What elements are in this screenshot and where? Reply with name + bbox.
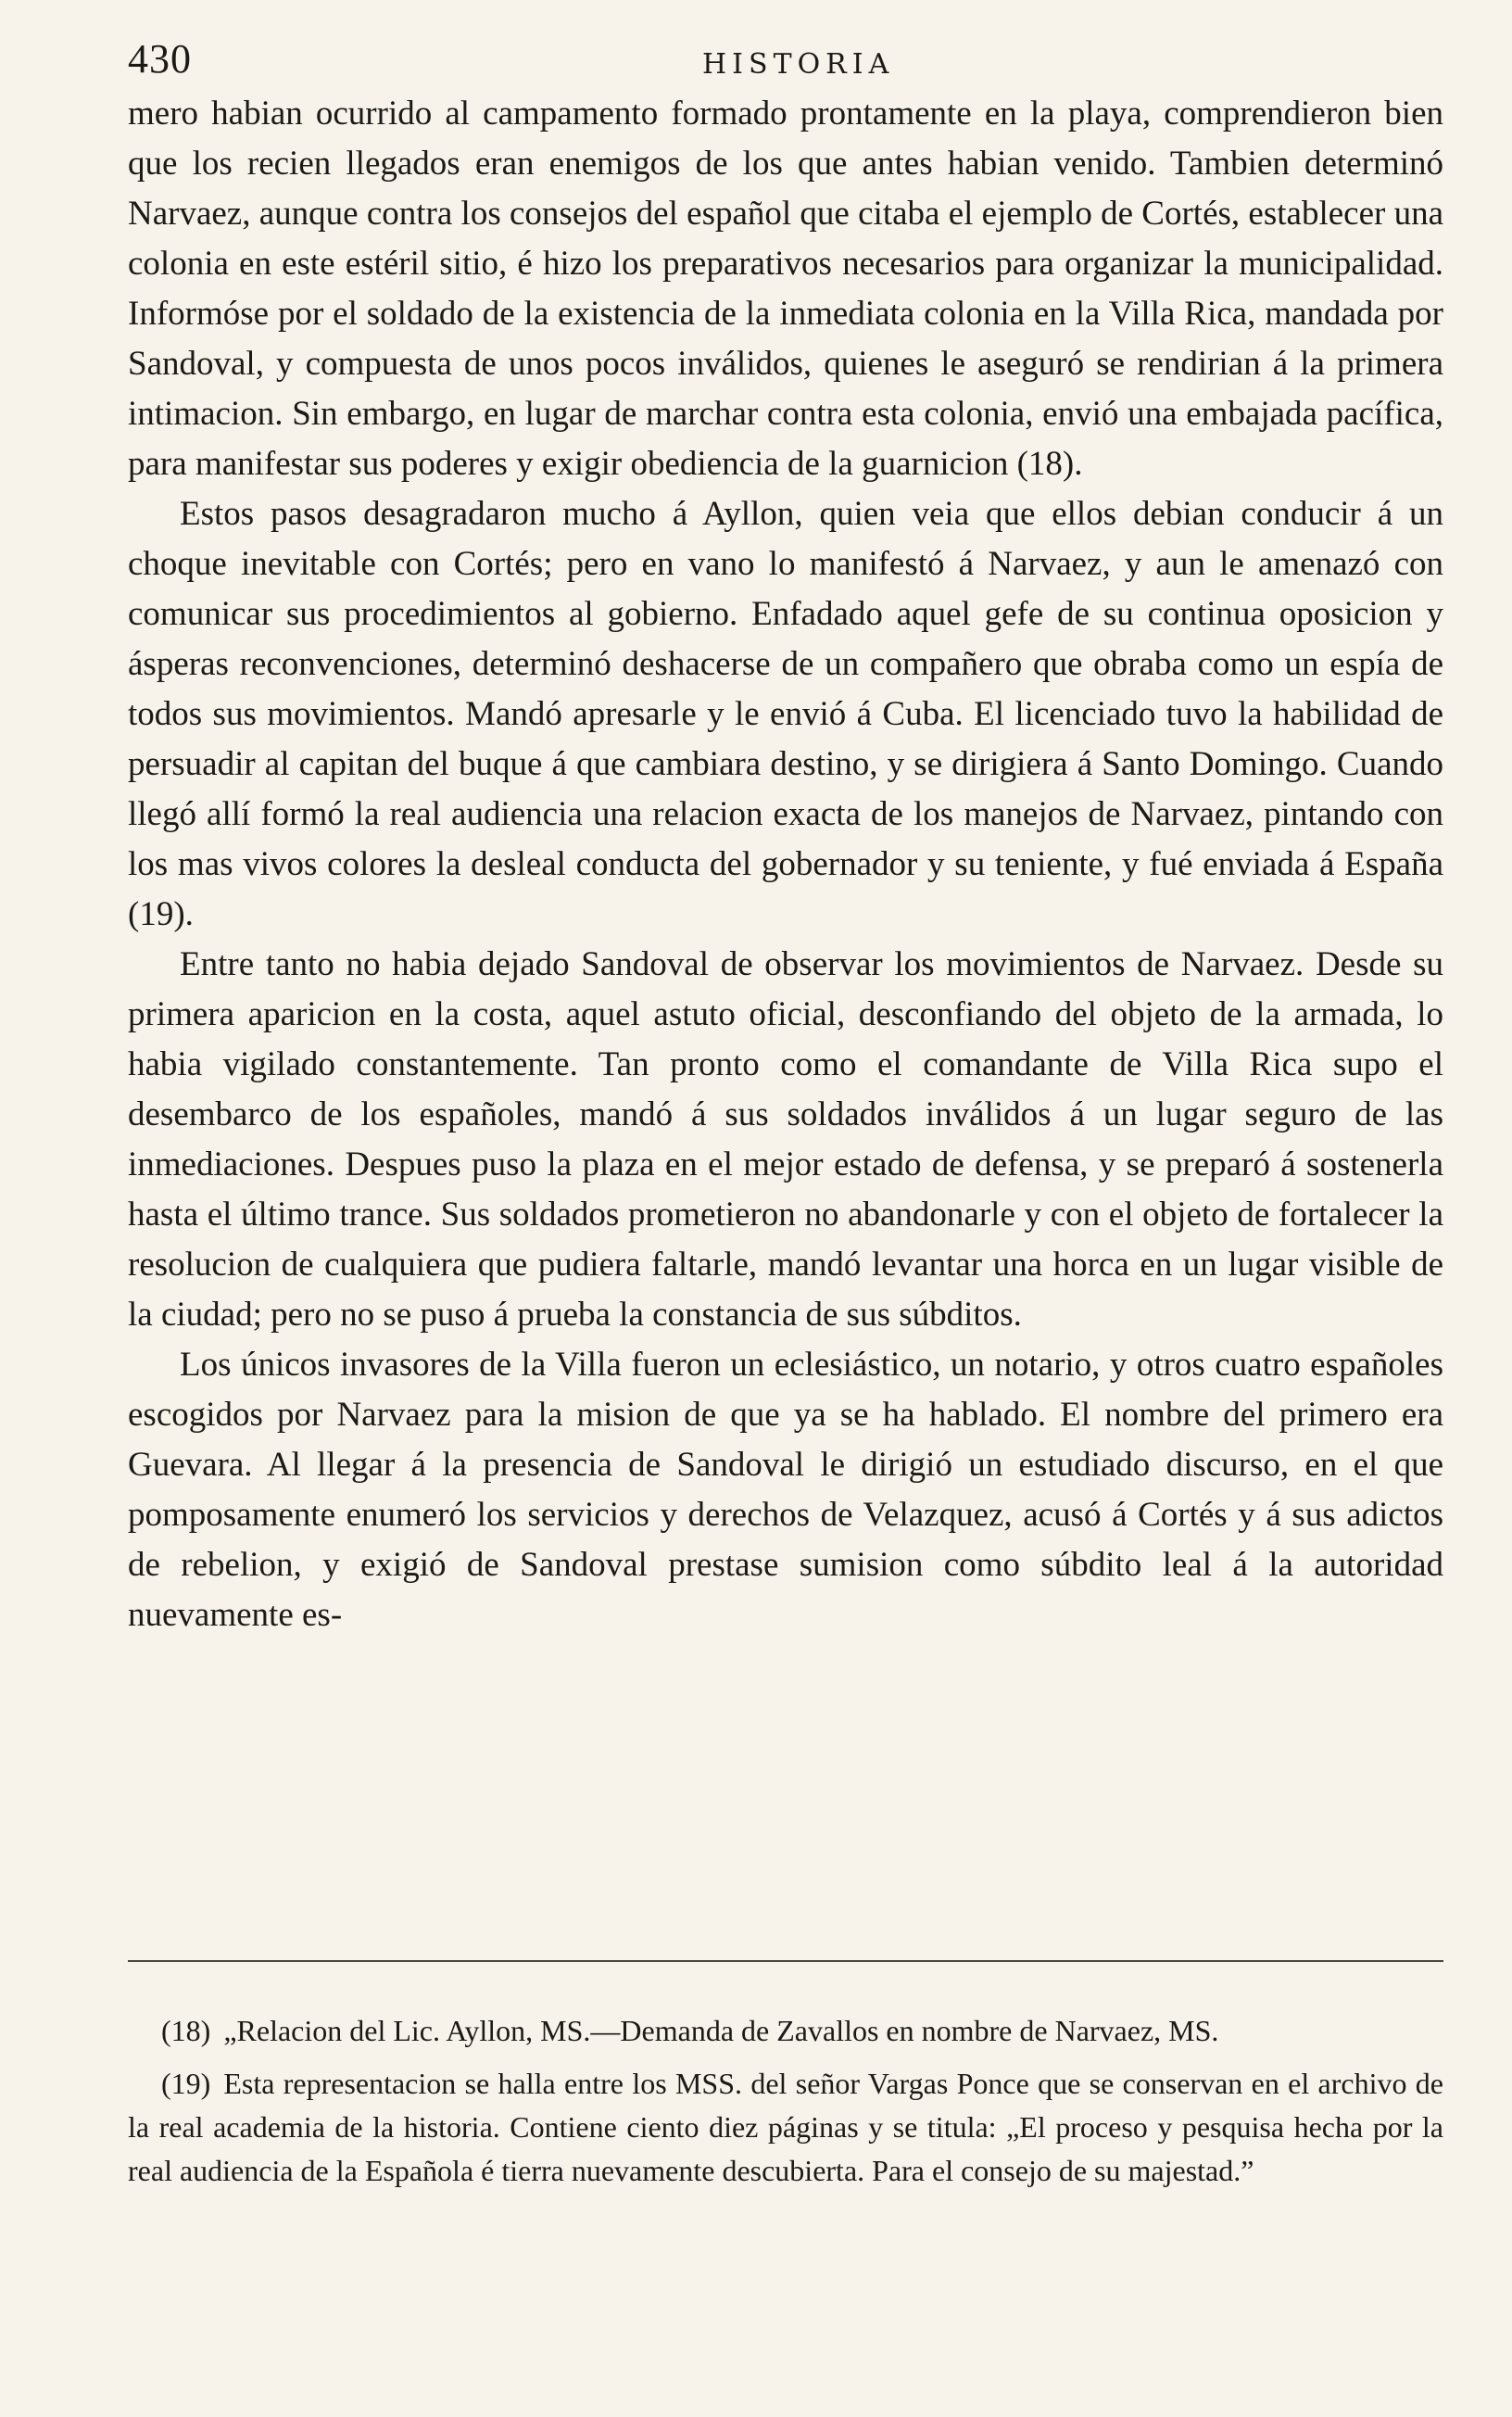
paragraph: Entre tanto no habia dejado Sandoval de observar los movimientos de Narvaez. Desde su primera aparicion en la costa, aquel astuto oficial, desconfiando del objeto de la armada, lo habia vigilado constantemente. Tan pronto como el comandante de Villa Rica supo el desembarco de los españoles, mandó á sus soldados inválidos á un lugar seguro de las inmediaciones. Despues puso la plaza en el mejor estado de defensa, y se preparó á sostenerla hasta el último trance. Sus soldados prometieron no abandonarle y con el objeto de fortalecer la resolucion de cualquiera que pudiera faltarle, mandó levantar una horca en un lugar visible de la ciudad; pero no se puso á prueba la constancia de sus súbditos. <box>128 945 1443 1334</box>
paragraph: Los únicos invasores de la Villa fueron un eclesiástico, un notario, y otros cuatro españoles escogidos por Narvaez para la mision de que ya se ha hablado. El nombre del primero era Guevara. Al llegar á la presencia de Sandoval le dirigió un estudiado discurso, en el que pomposamente enumeró los servicios y derechos de Velazquez, acusó á Cortés y á sus adictos de rebelion, y exigió de Sandoval prestase sumision como súbdito leal á la autoridad nuevamente es- <box>128 1346 1443 1634</box>
paragraph: Estos pasos desagradaron mucho á Ayllon, quien veia que ellos debian conducir á un choque inevitable con Cortés; pero en vano lo manifestó á Narvaez, y aun le amenazó con comunicar sus procedimientos al gobierno. Enfadado aquel gefe de su continua oposicion y ásperas reconvenciones, determinó deshacerse de un compañero que obraba como un espía de todos sus movimientos. Mandó apresarle y le envió á Cuba. El licenciado tuvo la habilidad de persuadir al capitan del buque á que cambiara destino, y se dirigiera á Santo Domingo. Cuando llegó allí formó la real audiencia una relacion exacta de los manejos de Narvaez, pintando con los mas vivos colores la desleal conducta del gobernador y su teniente, y fué enviada á España (19). <box>128 495 1443 933</box>
footnote-text: Esta representacion se halla entre los MSS. del señor Vargas Ponce que se conservan en el archivo de la real academia de la historia. Contiene ciento diez páginas y se titula: „El proceso y pesquisa hecha por la real audiencia de la Española é tierra nuevamente descubierta. Para el consejo de su majestad.” <box>128 2067 1443 2187</box>
paragraph: mero habian ocurrido al campamento formado prontamente en la playa, comprendieron bien que los recien llegados eran enemigos de los que antes habian venido. Tambien determinó Narvaez, aunque contra los consejos del español que citaba el ejemplo de Cortés, establecer una colonia en este estéril sitio, é hizo los preparativos necesarios para organizar la municipalidad. Informóse por el soldado de la existencia de la inmediata colonia en la Villa Rica, mandada por Sandoval, y compuesta de unos pocos inválidos, quienes le aseguró se rendirian á la primera intimacion. Sin embargo, en lugar de marchar contra esta colonia, envió una embajada pacífica, para manifestar sus poderes y exigir obediencia de la guarnicion (18). <box>128 95 1443 483</box>
footnote-text: „Relacion del Lic. Ayllon, MS.—Demanda de Zavallos en nombre de Narvaez, MS. <box>223 2014 1219 2047</box>
footnote-mark: (19) <box>161 2067 211 2100</box>
footnotes <box>128 2009 1443 2202</box>
running-head: HISTORIA <box>702 48 895 81</box>
footnote <box>128 2009 1443 2053</box>
body-text <box>128 89 1443 1640</box>
footnote-mark: (18) <box>161 2014 211 2047</box>
footnote-divider <box>128 1960 1443 1962</box>
page-number: 430 <box>128 36 192 82</box>
footnote <box>128 2062 1443 2193</box>
page-header <box>128 35 1443 91</box>
